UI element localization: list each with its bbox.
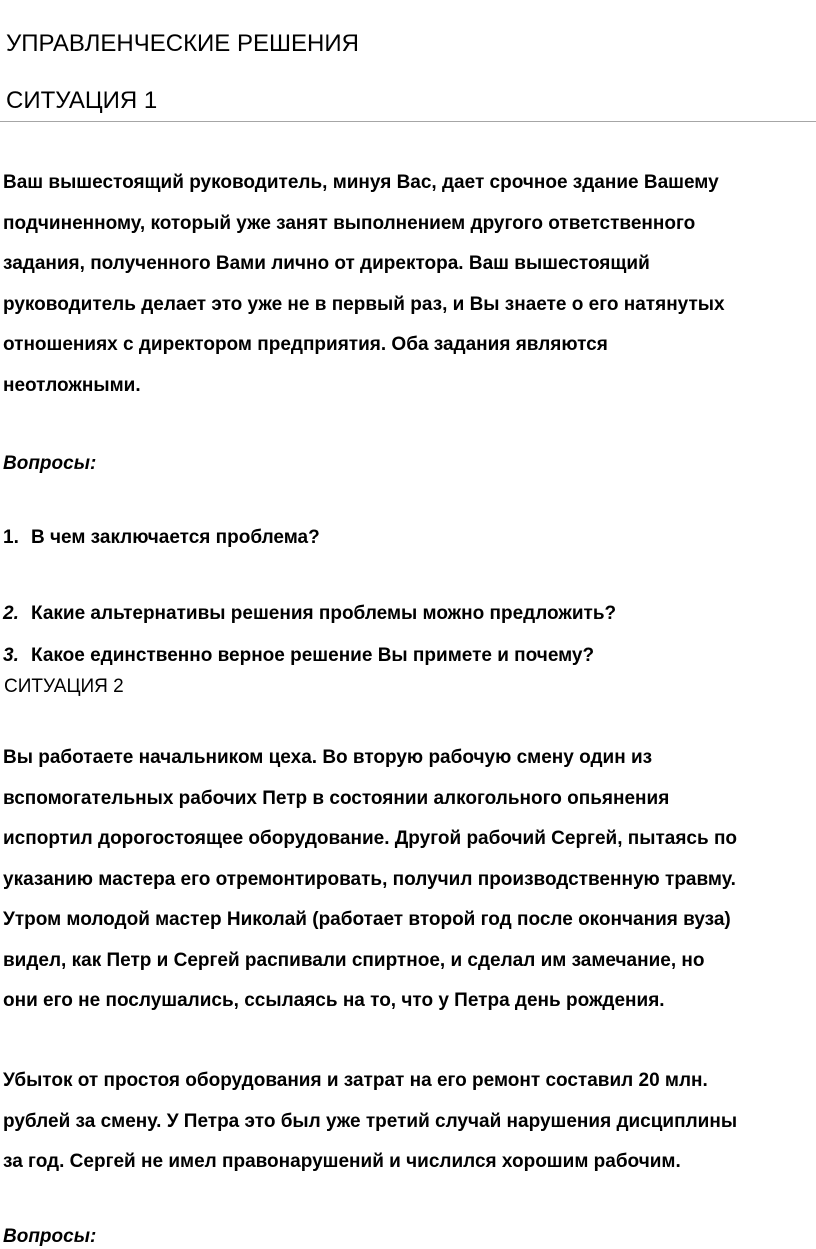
situation-1-questions-heading: Вопросы: <box>3 453 97 474</box>
body-line: за год. Сергей не имел правонарушений и числился хорошим рабочим. <box>3 1151 681 1172</box>
situation-2-body-1 <box>3 738 816 1022</box>
question-number: 3. <box>3 645 19 666</box>
situation-1-body <box>3 163 816 406</box>
body-line: руководитель делает это уже не в первый раз, и Вы знаете о его натянутых <box>3 293 725 315</box>
body-line: подчиненному, который уже занят выполнением другого ответственного <box>3 212 696 234</box>
body-line: видел, как Петр и Сергей распивали спиртное, и сделал им замечание, но <box>3 949 705 971</box>
body-line: Вы работаете начальником цеха. Во вторую рабочую смену один из <box>3 747 653 768</box>
body-line: Утром молодой мастер Николай (работает второй год после окончания вуза) <box>3 909 731 930</box>
question-1 <box>3 526 320 550</box>
body-line: рублей за смену. У Петра это был уже третий случай нарушения дисциплины <box>3 1110 738 1132</box>
question-2 <box>3 602 616 626</box>
body-line: отношениях с директором предприятия. Оба задания являются <box>3 334 608 355</box>
question-3 <box>3 644 594 668</box>
question-text: В чем заключается проблема? <box>31 527 320 548</box>
body-line: вспомогательных рабочих Петр в состоянии алкогольного опьянения <box>3 787 670 809</box>
body-line: указанию мастера его отремонтировать, получил производственную травму. <box>3 868 736 890</box>
question-number: 2. <box>3 603 19 624</box>
situation-2-questions-heading: Вопросы: <box>3 1226 97 1247</box>
question-text: Какие альтернативы решения проблемы можно предложить? <box>31 603 617 624</box>
body-line: они его не послушались, ссылаясь на то, что у Петра день рождения. <box>3 990 665 1011</box>
body-line: неотложными. <box>3 374 141 396</box>
body-line: испортил дорогостоящее оборудование. Другой рабочий Сергей, пытаясь по <box>3 828 738 849</box>
situation-2-heading: СИТУАЦИЯ 2 <box>4 676 124 697</box>
body-line: Ваш вышестоящий руководитель, минуя Вас, дает срочное здание Вашему <box>3 172 719 193</box>
question-text: Какое единственно верное решение Вы примете и почему? <box>31 645 595 666</box>
document-title: УПРАВЛЕНЧЕСКИЕ РЕШЕНИЯ <box>6 30 359 57</box>
body-line: Убыток от простоя оборудования и затрат на его ремонт составил 20 млн. <box>3 1070 708 1091</box>
body-line: задания, полученного Вами лично от директора. Ваш вышестоящий <box>3 253 650 274</box>
divider <box>0 121 816 122</box>
situation-1-heading: СИТУАЦИЯ 1 <box>6 87 158 114</box>
question-number: 1. <box>3 527 19 548</box>
situation-2-body-2 <box>3 1061 816 1183</box>
